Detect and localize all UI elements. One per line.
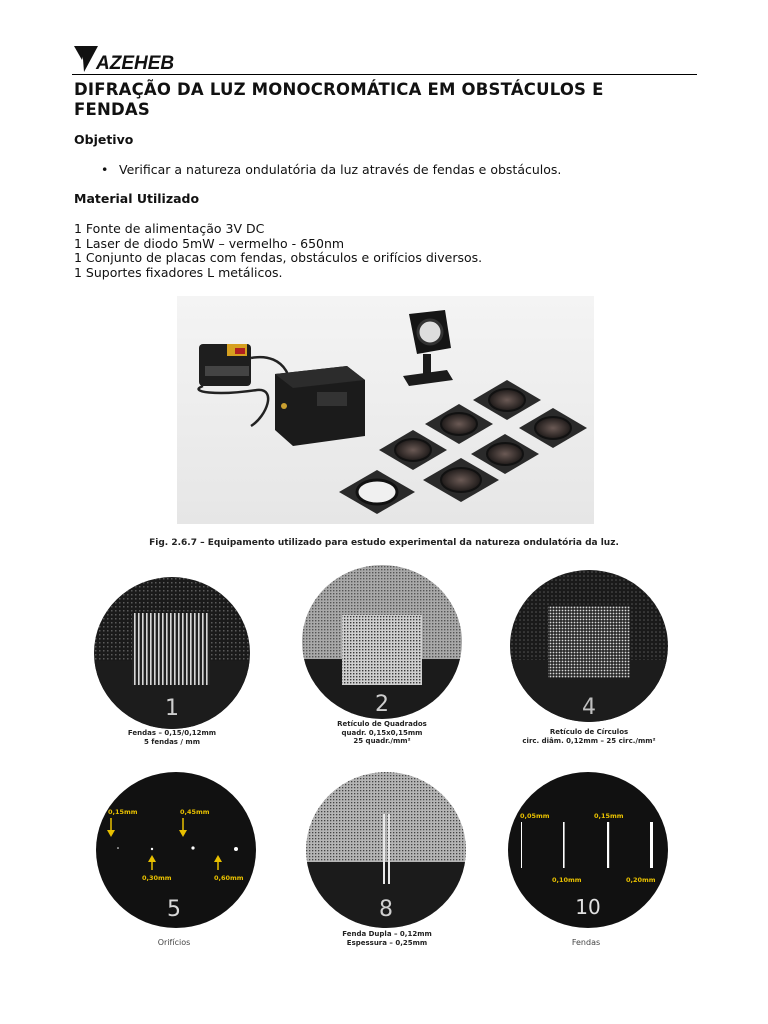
- plate-5-disc: [96, 772, 256, 928]
- material-item: 1 Suportes fixadores L metálicos.: [74, 264, 283, 280]
- plate-2-caption: Retículo de Quadrados quadr. 0,15x0,15mm 25 quadr./mm²: [337, 720, 427, 745]
- plate-4-caption: Retículo de Círculos circ. diâm. 0,12mm – 25 circ./mm²: [522, 728, 656, 745]
- plate-8-disc: [306, 772, 466, 928]
- plate-8-caption: Fenda Dupla – 0,12mm Espessura – 0,25mm: [342, 930, 432, 947]
- svg-text:0,60mm: 0,60mm: [214, 874, 244, 882]
- plate-number: 1: [165, 696, 179, 721]
- figure-caption: Fig. 2.6.7 – Equipamento utilizado para estudo experimental da natureza ondulatória da luz.: [149, 538, 619, 548]
- svg-text:0,15mm: 0,15mm: [594, 812, 624, 820]
- plate-5-label: Orifícios: [157, 938, 191, 947]
- plate-number: 5: [167, 897, 181, 922]
- material-list: [74, 222, 482, 280]
- svg-text:0,15mm: 0,15mm: [108, 808, 138, 816]
- plate-10-label: Fendas: [571, 938, 601, 947]
- svg-text:0,30mm: 0,30mm: [142, 874, 172, 882]
- equipment-photo: [177, 296, 594, 524]
- material-item: 1 Fonte de alimentação 3V DC: [74, 221, 265, 236]
- objetivo-heading: Objetivo: [74, 132, 134, 147]
- svg-text:0,20mm: 0,20mm: [626, 876, 656, 884]
- plate-4-disc: [510, 570, 668, 722]
- plate-number: 8: [379, 897, 393, 922]
- svg-text:0,10mm: 0,10mm: [552, 876, 582, 884]
- material-item: 1 Laser de diodo 5mW – vermelho - 650nm: [74, 235, 345, 251]
- page-title: DIFRAÇÃO DA LUZ MONOCROMÁTICA EM OBSTÁCULOS E FENDAS: [74, 80, 604, 119]
- orifice-0-15: [117, 847, 119, 849]
- svg-text:0,05mm: 0,05mm: [520, 812, 550, 820]
- svg-text:0,45mm: 0,45mm: [180, 808, 210, 816]
- plate-1-caption: Fendas – 0,15/0,12mm 5 fendas / mm: [127, 729, 217, 746]
- material-item: 1 Conjunto de placas com fendas, obstáculos e orifícios diversos.: [74, 250, 483, 265]
- objetivo-bullet: [101, 162, 561, 177]
- plate-number: 4: [582, 695, 596, 720]
- plate-10-disc: [508, 772, 668, 928]
- orifice-0-60: [234, 847, 238, 851]
- orifice-0-30: [151, 848, 153, 850]
- material-heading: Material Utilizado: [74, 191, 200, 206]
- logo-text: AZEHEB: [96, 53, 175, 74]
- orifice-0-45: [191, 846, 194, 849]
- objetivo-text: Verificar a natureza ondulatória da luz através de fendas e obstáculos.: [119, 162, 562, 177]
- header-rule: [72, 74, 697, 75]
- plate-2-disc: [302, 565, 462, 720]
- azeheb-logo: [72, 42, 184, 74]
- bullet-dot: •: [101, 162, 109, 177]
- plate-number: 2: [375, 692, 389, 717]
- plate-1-disc: [94, 577, 250, 729]
- plate-number: 10: [575, 895, 601, 919]
